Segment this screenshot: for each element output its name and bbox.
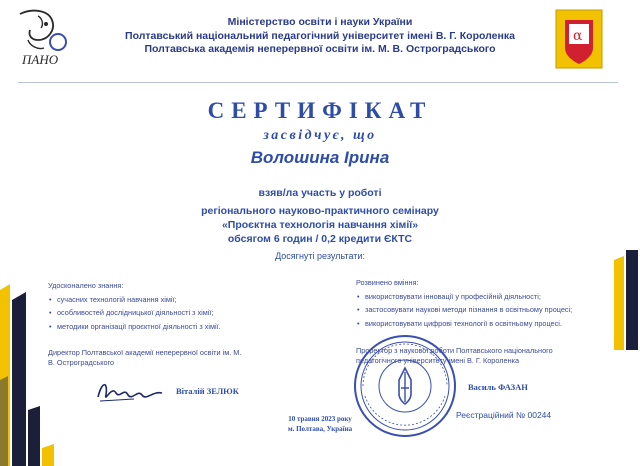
- event-type: регіонального науково-практичного семінару: [201, 205, 439, 217]
- left-signatory-name: Віталій ЗЕЛЮК: [176, 386, 239, 396]
- results-heading: Досягнуті результати:: [275, 251, 365, 261]
- svg-text:α: α: [573, 28, 583, 44]
- developed-skills-title: Розвинено вміння:: [356, 278, 419, 287]
- university-emblem-icon: [553, 8, 605, 70]
- academy-name: Полтавська академія неперервної освіти ім. М. В. Остроградського: [144, 43, 496, 55]
- ministry-name: Міністерство освіти і науки України: [227, 16, 413, 28]
- left-signatory-position: Директор Полтавської академії неперервної освіти ім. М. В. Остроградського: [48, 348, 242, 367]
- event-volume: обсягом 6 годин / 0,2 кредити ЄКТС: [227, 233, 413, 245]
- improved-knowledge-title: Удосконалено знання:: [48, 281, 124, 290]
- list-item: • особливостей дослідницької діяльності з хімії;: [48, 308, 278, 319]
- header-divider: [18, 82, 618, 83]
- list-item: • використовувати цифрові технології в освітньому процесі.: [356, 319, 586, 330]
- date-place: [270, 414, 370, 434]
- event-name: «Проєктна технологія навчання хімії»: [221, 219, 419, 231]
- certificate-title: СЕРТИФІКАТ: [207, 98, 433, 123]
- right-edge-decoration-icon: [590, 250, 640, 350]
- certifies-text: засвідчує, що: [263, 128, 377, 143]
- right-signatory-position: Проректор з наукової роботи Полтавського національного педагогічного університету імені В. Г. Короленка: [356, 346, 553, 365]
- header: [110, 16, 530, 57]
- issue-date: 10 травня 2023 року: [288, 415, 352, 423]
- svg-text:ПАНО: ПАНО: [22, 52, 59, 67]
- improved-knowledge-list: [48, 295, 278, 333]
- signature-left-icon: [94, 375, 166, 409]
- recipient-name: Волошина Ірина: [250, 148, 390, 167]
- developed-skills-list: [356, 292, 586, 330]
- registration-number: Реєстраційний № 00244: [456, 410, 552, 420]
- participation-text: взяв/ла участь у роботі: [258, 187, 382, 199]
- developed-skills: [356, 278, 586, 332]
- list-item: • використовувати інновації у професійній діяльності;: [356, 292, 586, 303]
- improved-knowledge: [48, 281, 278, 335]
- list-item: • сучасних технологій навчання хімії;: [48, 295, 278, 306]
- right-signatory-name: Василь ФАЗАН: [468, 382, 528, 392]
- list-item: • методики організації проєктної діяльності з хімії.: [48, 322, 278, 333]
- list-item: • застосовувати наукові методи пізнання в освітньому процесі;: [356, 305, 586, 316]
- academy-logo-icon: [8, 6, 78, 68]
- university-name: Полтавський національний педагогічний університет імені В. Г. Короленка: [125, 29, 515, 42]
- left-corner-decoration-icon: [0, 260, 60, 466]
- issue-place: м. Полтава, Україна: [287, 425, 353, 433]
